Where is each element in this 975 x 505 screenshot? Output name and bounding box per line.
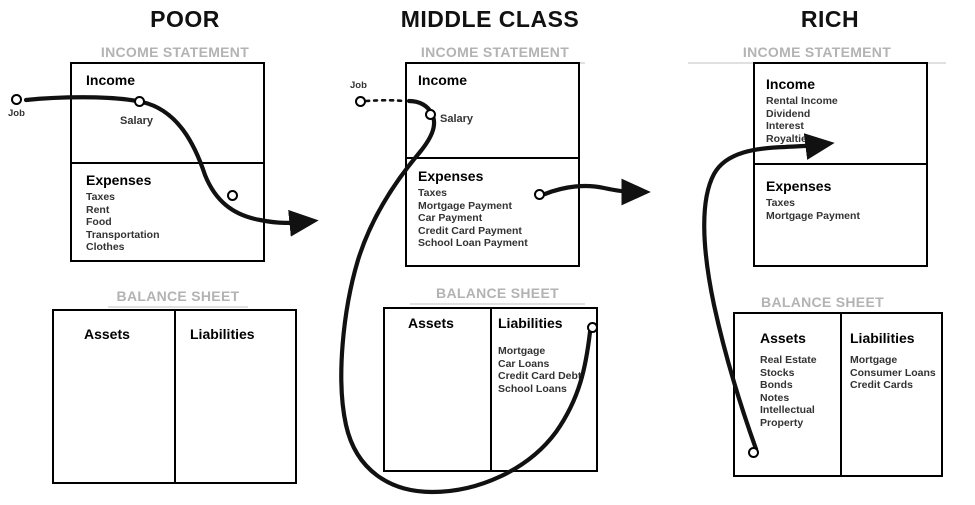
list-item: Transportation [86, 228, 160, 241]
middle-expense-node [534, 189, 545, 200]
list-item: Credit Card Payment [418, 224, 522, 237]
list-item: Mortgage [498, 345, 546, 357]
middle-income-statement-divider [405, 157, 580, 159]
middle-liabilities-heading: Liabilities [498, 315, 563, 331]
rich-income-statement-label: INCOME STATEMENT [688, 44, 946, 64]
list-item: Royalties [766, 132, 813, 145]
list-item: Car Payment [418, 212, 483, 225]
poor-balance-sheet-divider [174, 309, 176, 484]
rich-assets-items [760, 354, 840, 430]
list-item: Clothes [86, 241, 125, 254]
rich-liabilities-cell [850, 330, 945, 392]
poor-income-statement-label: INCOME STATEMENT [85, 44, 265, 64]
middle-liability-node [587, 322, 598, 333]
list-item: Real Estate [760, 354, 817, 366]
poor-job-label: Job [8, 108, 25, 119]
rich-liabilities-heading: Liabilities [850, 330, 915, 346]
poor-assets-cell [84, 326, 174, 345]
poor-assets-heading: Assets [84, 326, 130, 342]
rich-asset-node [748, 447, 759, 458]
middle-liabilities-items [498, 345, 598, 395]
list-item: Notes [760, 391, 790, 404]
rich-income-cell [766, 76, 926, 145]
list-item: Interest [766, 120, 804, 133]
middle-income-cell [418, 72, 573, 91]
middle-assets-heading: Assets [408, 315, 454, 331]
rich-assets-cell [760, 330, 840, 430]
column-title-rich: RICH [800, 6, 860, 32]
middle-income-statement-label: INCOME STATEMENT [405, 44, 585, 64]
rich-balance-sheet-divider [840, 312, 842, 477]
middle-job-label: Job [350, 80, 367, 91]
poor-salary-label: Salary [120, 115, 154, 127]
list-item: Taxes [766, 197, 795, 209]
poor-income-statement-divider [70, 162, 265, 164]
list-item: Consumer Loans [850, 366, 936, 379]
list-item: Bonds [760, 379, 793, 392]
rich-expenses-cell [766, 178, 926, 222]
middle-expenses-items [418, 187, 578, 250]
list-item: Taxes [86, 191, 115, 203]
middle-assets-cell [408, 315, 493, 334]
poor-balance-sheet-label: BALANCE SHEET [108, 288, 248, 308]
list-item: Car Loans [498, 357, 550, 370]
poor-expense-node [227, 190, 238, 201]
list-item: Food [86, 216, 112, 229]
poor-expenses-cell [86, 172, 256, 254]
middle-income-heading: Income [418, 72, 468, 88]
list-item: Mortgage Payment [418, 199, 512, 212]
middle-job-node [355, 96, 366, 107]
middle-job-lead-path [366, 100, 404, 101]
list-item: Rent [86, 203, 110, 216]
list-item: Credit Card Debt [498, 370, 582, 383]
rich-expenses-heading: Expenses [766, 178, 832, 194]
rich-income-heading: Income [766, 76, 816, 92]
poor-salary-node [134, 96, 145, 107]
poor-liabilities-heading: Liabilities [190, 326, 255, 342]
list-item: School Loan Payment [418, 237, 528, 250]
list-item: School Loans [498, 382, 567, 395]
rich-income-statement-divider [753, 163, 928, 165]
list-item: Rental Income [766, 95, 838, 107]
column-title-middle-class: MIDDLE CLASS [400, 6, 580, 32]
column-title-poor: POOR [150, 6, 220, 32]
rich-assets-heading: Assets [760, 330, 806, 346]
rich-income-items [766, 95, 926, 145]
middle-balance-sheet-label: BALANCE SHEET [410, 285, 585, 305]
poor-income-heading: Income [86, 72, 136, 88]
middle-salary-label: Salary [440, 113, 474, 125]
list-item: Mortgage Payment [766, 209, 860, 222]
list-item: Property [760, 416, 804, 429]
middle-expenses-cell [418, 168, 578, 250]
list-item: Taxes [418, 187, 447, 199]
list-item: Mortgage [850, 354, 898, 366]
poor-expenses-heading: Expenses [86, 172, 152, 188]
poor-liabilities-cell [190, 326, 300, 345]
middle-expenses-heading: Expenses [418, 168, 484, 184]
middle-liabilities-cell [498, 315, 598, 395]
list-item: Credit Cards [850, 379, 914, 392]
rich-liabilities-items [850, 354, 945, 392]
rich-balance-sheet-label: BALANCE SHEET [735, 294, 910, 314]
list-item: Intellectual [760, 404, 815, 417]
middle-salary-node [425, 109, 436, 120]
poor-job-node [11, 94, 22, 105]
list-item: Stocks [760, 366, 795, 379]
poor-income-cell [86, 72, 256, 91]
rich-expenses-items [766, 197, 926, 222]
list-item: Dividend [766, 107, 811, 120]
